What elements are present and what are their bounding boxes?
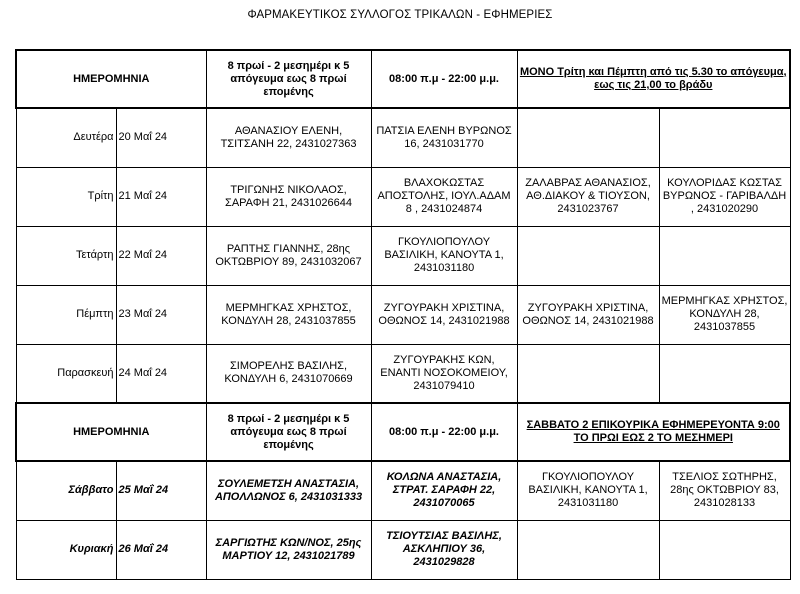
day-name: Σάββατο: [16, 461, 116, 520]
shift2-pharmacy: ΓΚΟΥΛΙΟΠΟΥΛΟΥ ΒΑΣΙΛΙΚΗ, ΚΑΝΟΥΤΑ 1, 2431031180: [371, 226, 517, 285]
shift1-pharmacy: ΡΑΠΤΗΣ ΓΙΑΝΝΗΣ, 28ης ΟΚΤΩΒΡΙΟΥ 89, 2431032067: [206, 226, 371, 285]
table-row: [16, 461, 790, 520]
day-date: 20 Μαΐ 24: [116, 108, 206, 167]
extra-pharmacy-1: [517, 108, 659, 167]
day-name: Δευτέρα: [16, 108, 116, 167]
shift1-pharmacy: ΣΟΥΛΕΜΕΤΣΗ ΑΝΑΣΤΑΣΙΑ, ΑΠΟΛΛΩΝΟΣ 6, 2431031333: [206, 461, 371, 520]
extra-pharmacy-1: [517, 226, 659, 285]
day-name: Παρασκευή: [16, 344, 116, 403]
extra-pharmacy-2: [659, 226, 790, 285]
date-column-header: ΗΜΕΡΟΜΗΝΙΑ: [16, 50, 206, 108]
shift2-header: 08:00 π.μ - 22:00 μ.μ.: [371, 50, 517, 108]
extra-pharmacy-2: [659, 520, 790, 579]
extra-pharmacy-2: ΤΣΕΛΙΟΣ ΣΩΤΗΡΗΣ, 28ης ΟΚΤΩΒΡΙΟΥ 83, 2431028133: [659, 461, 790, 520]
shift3-header: ΜΟΝΟ Τρίτη και Πέμπτη από τις 5.30 το απόγευμα, εως τις 21,00 το βράδυ: [517, 50, 790, 108]
day-name: Τρίτη: [16, 167, 116, 226]
shift2-pharmacy: ΒΛΑΧΟΚΩΣΤΑΣ ΑΠΟΣΤΟΛΗΣ, ΙΟΥΛ.ΑΔΑΜ 8 , 2431024874: [371, 167, 517, 226]
document-title: ΦΑΡΜΑΚΕΥΤΙΚΟΣ ΣΥΛΛΟΓΟΣ ΤΡΙΚΑΛΩΝ - ΕΦΗΜΕΡΙΕΣ: [247, 9, 553, 21]
shift2-pharmacy: ΚΟΛΩΝΑ ΑΝΑΣΤΑΣΙΑ, ΣΤΡΑΤ. ΣΑΡΑΦΗ 22, 2431070065: [371, 461, 517, 520]
extra-pharmacy-1: [517, 344, 659, 403]
day-date: 23 Μαΐ 24: [116, 285, 206, 344]
extra-pharmacy-1: [517, 520, 659, 579]
shift1-header: 8 πρωί - 2 μεσημέρι κ 5 απόγευμα εως 8 πρωί επομένης: [206, 50, 371, 108]
date-column-header: ΗΜΕΡΟΜΗΝΙΑ: [16, 403, 206, 461]
table-row: [16, 285, 790, 344]
table-row: [16, 520, 790, 579]
shift1-pharmacy: ΣΑΡΓΙΩΤΗΣ ΚΩΝ/ΝΟΣ, 25ης ΜΑΡΤΙΟΥ 12, 2431021789: [206, 520, 371, 579]
shift1-pharmacy: ΜΕΡΜΗΓΚΑΣ ΧΡΗΣΤΟΣ, ΚΟΝΔΥΛΗ 28, 2431037855: [206, 285, 371, 344]
shift1-header: 8 πρωί - 2 μεσημέρι κ 5 απόγευμα εως 8 πρωί επομένης: [206, 403, 371, 461]
table-row: [16, 226, 790, 285]
extra-pharmacy-2: [659, 108, 790, 167]
day-date: 26 Μαΐ 24: [116, 520, 206, 579]
shift1-pharmacy: ΑΘΑΝΑΣΙΟΥ ΕΛΕΝΗ, ΤΣΙΤΣΑΝΗ 22, 2431027363: [206, 108, 371, 167]
shift2-pharmacy: ΖΥΓΟΥΡΑΚΗΣ ΚΩΝ, ΕΝΑΝΤΙ ΝΟΣΟΚΟΜΕΙΟΥ, 2431079410: [371, 344, 517, 403]
shift1-pharmacy: ΣΙΜΟΡΕΛΗΣ ΒΑΣΙΛΗΣ, ΚΟΝΔΥΛΗ 6, 2431070669: [206, 344, 371, 403]
shift2-pharmacy: ΖΥΓΟΥΡΑΚΗ ΧΡΙΣΤΙΝΑ, ΟΘΩΝΟΣ 14, 2431021988: [371, 285, 517, 344]
day-name: Τετάρτη: [16, 226, 116, 285]
weekend-header-row: [16, 403, 790, 461]
shift1-pharmacy: ΤΡΙΓΩΝΗΣ ΝΙΚΟΛΑΟΣ, ΣΑΡΑΦΗ 21, 2431026644: [206, 167, 371, 226]
day-name: Κυριακή: [16, 520, 116, 579]
day-date: 22 Μαΐ 24: [116, 226, 206, 285]
day-date: 25 Μαΐ 24: [116, 461, 206, 520]
extra-pharmacy-1: ΖΥΓΟΥΡΑΚΗ ΧΡΙΣΤΙΝΑ, ΟΘΩΝΟΣ 14, 2431021988: [517, 285, 659, 344]
saturday-extra-header: ΣΑΒΒΑΤΟ 2 ΕΠΙΚΟΥΡΙΚΑ ΕΦΗΜΕΡΕΥΟΝΤΑ 9:00 ΤΟ ΠΡΩΙ ΕΩΣ 2 ΤΟ ΜΕΣΗΜΕΡΙ: [517, 403, 790, 461]
header-row: [16, 50, 790, 108]
table-row: [16, 108, 790, 167]
extra-pharmacy-1: ΖΑΛΑΒΡΑΣ ΑΘΑΝΑΣΙΟΣ, ΑΘ.ΔΙΑΚΟΥ & ΤΙΟΥΣΟΝ, 2431023767: [517, 167, 659, 226]
table-row: [16, 167, 790, 226]
shift2-pharmacy: ΤΣΙΟΥΤΣΙΑΣ ΒΑΣΙΛΗΣ, ΑΣΚΛΗΠΙΟΥ 36, 2431029828: [371, 520, 517, 579]
table-row: [16, 344, 790, 403]
extra-pharmacy-2: [659, 344, 790, 403]
extra-pharmacy-2: ΜΕΡΜΗΓΚΑΣ ΧΡΗΣΤΟΣ, ΚΟΝΔΥΛΗ 28, 2431037855: [659, 285, 790, 344]
shift2-pharmacy: ΠΑΤΣΙΑ ΕΛΕΝΗ ΒΥΡΩΝΟΣ 16, 2431031770: [371, 108, 517, 167]
extra-pharmacy-1: ΓΚΟΥΛΙΟΠΟΥΛΟΥ ΒΑΣΙΛΙΚΗ, ΚΑΝΟΥΤΑ 1, 2431031180: [517, 461, 659, 520]
shift2-header: 08:00 π.μ - 22:00 μ.μ.: [371, 403, 517, 461]
day-date: 21 Μαΐ 24: [116, 167, 206, 226]
day-date: 24 Μαΐ 24: [116, 344, 206, 403]
duty-schedule-table: [15, 49, 791, 580]
day-name: Πέμπτη: [16, 285, 116, 344]
extra-pharmacy-2: ΚΟΥΛΟΡΙΔΑΣ ΚΩΣΤΑΣ ΒΥΡΩΝΟΣ - ΓΑΡΙΒΑΛΔΗ , 2431020290: [659, 167, 790, 226]
